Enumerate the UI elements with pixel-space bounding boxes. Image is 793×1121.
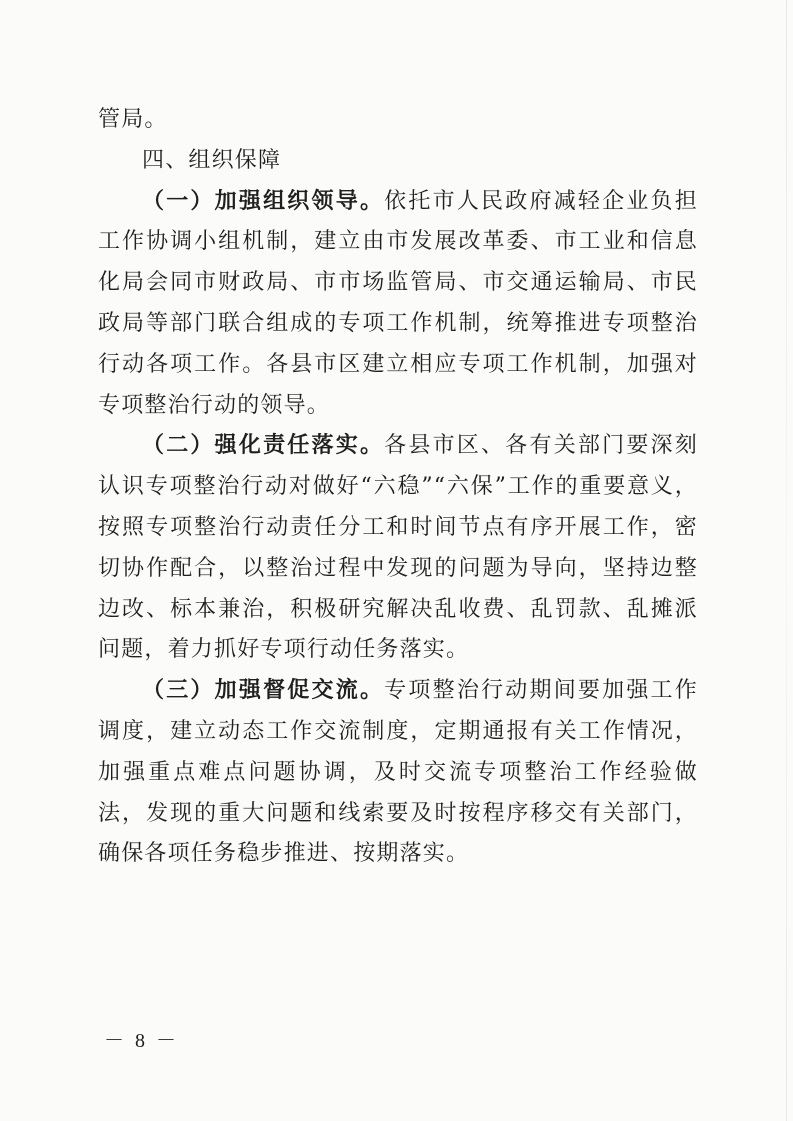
paragraph-responsibility (98, 426, 698, 671)
paragraph-supervision (98, 671, 698, 875)
body-text (98, 100, 698, 875)
paragraph-heading: （三）加强督促交流。 (142, 678, 385, 704)
paragraph-body: 各县市区、各有关部门要深刻认识专项整治行动对做好“六稳”“六保”工作的重要意义，按照专项整治行动责任分工和时间节点有序开展工作，密切协作配合，以整治过程中发现的问题为导向，坚持边整边改、标本兼治，积极研究解决乱收费、乱罚款、乱摊派问题，着力抓好专项行动任务落实。 (98, 433, 698, 663)
section-heading: 四、组织保障 (142, 147, 282, 173)
paragraph-body: 依托市人民政府减轻企业负担工作协调小组机制，建立由市发展改革委、市工业和信息化局会同市财政局、市市场监管局、市交通运输局、市民政局等部门联合组成的专项工作机制，统筹推进专项整治行动各项工作。各县市区建立相应专项工作机制，加强对专项整治行动的领导。 (98, 188, 698, 418)
continuation-line: 管局。 (98, 107, 168, 132)
paragraph-body: 专项整治行动期间要加强工作调度，建立动态工作交流制度，定期通报有关工作情况，加强重点难点问题协调，及时交流专项整治工作经验做法，发现的重大问题和线索要及时按程序移交有关部门，确保各项任务稳步推进、按期落实。 (98, 678, 698, 867)
paragraph-heading: （一）加强组织领导。 (142, 188, 385, 214)
paragraph-heading: （二）强化责任落实。 (142, 433, 385, 459)
scan-edge (786, 0, 787, 1121)
page-number: － 8 － (104, 1030, 179, 1052)
paragraph-organization-leadership (98, 182, 698, 427)
